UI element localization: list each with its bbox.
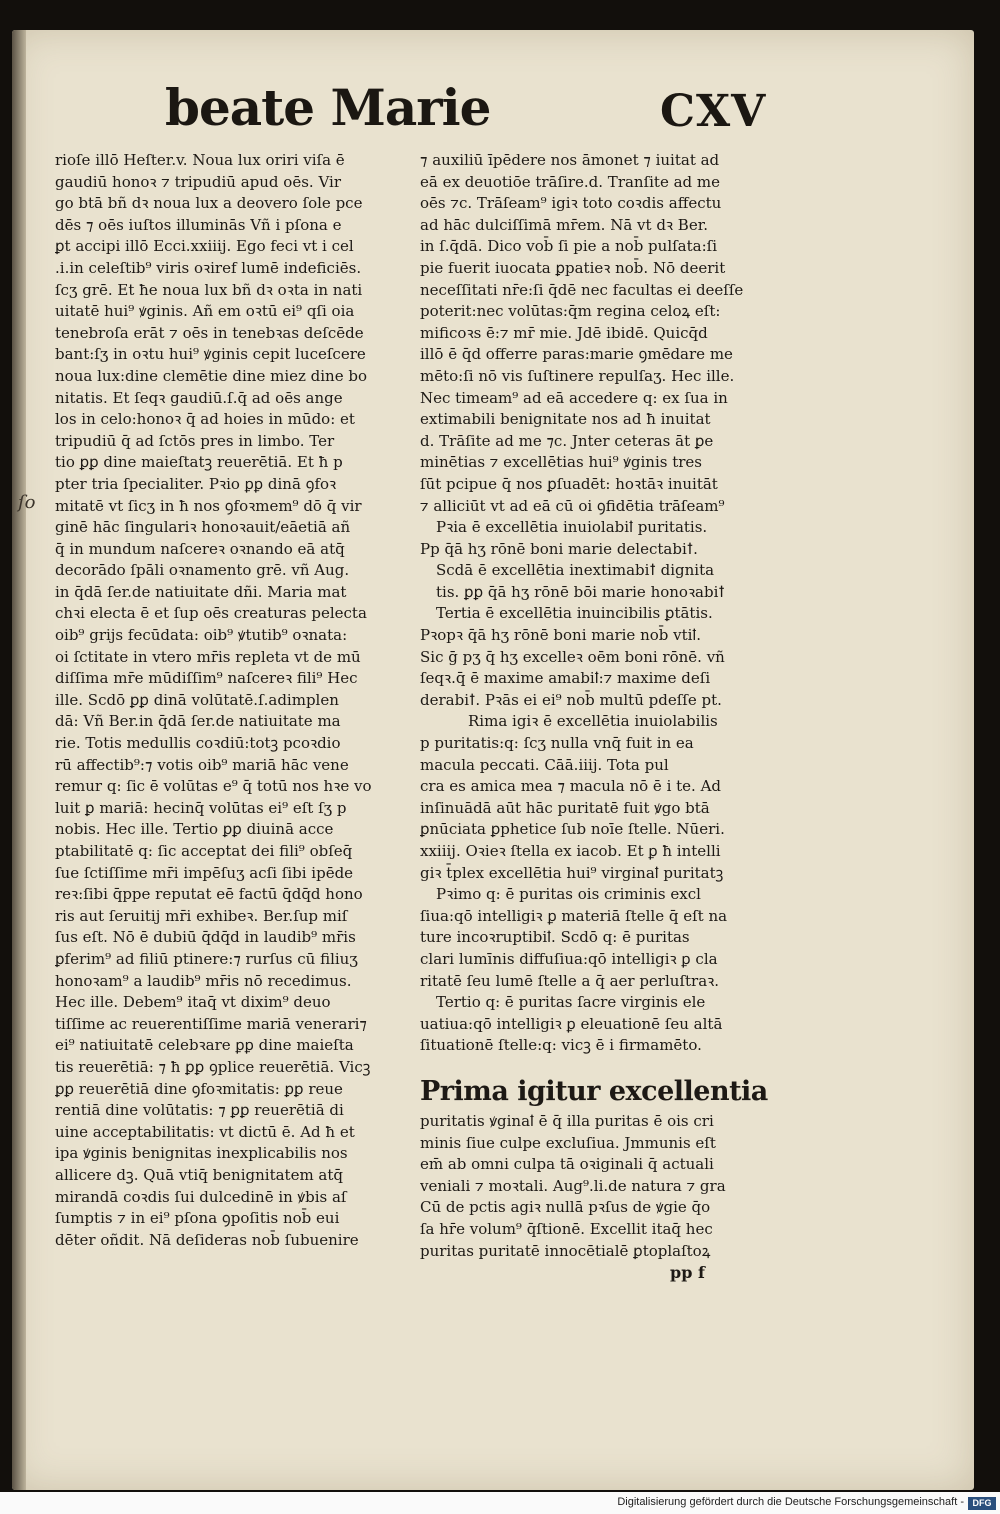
text-line: ſūt pcipue q̄ nos ꝑſuadēt: hoꝛtāꝛ inuitāt: [420, 474, 718, 493]
text-line: mirandā coꝛdis ſui dulcedinē in ꝟbis aſ: [55, 1187, 347, 1206]
text-line: allicere dꝫ. Quā vtiq̄ benignitatem atq̄: [55, 1165, 344, 1184]
text-line: Tertia ē excellētia inuincibilis ꝑtātis.: [436, 604, 713, 623]
text-line: q̄ in mundum naſcereꝛ oꝛnando eā atq̄: [55, 539, 345, 558]
text-line: uatiua:qō intelligiꝛ ꝑ eleuationē ſeu altā: [420, 1014, 723, 1033]
text-line: extimabili benignitate nos ad ħ inuitat: [420, 410, 711, 429]
text-line: d. Trāſite ad me ⁊c. Jnter ceteras āt ꝑe: [420, 431, 714, 450]
text-line: tio ꝑꝑ dine maieſtatꝫ reuerētiā. Et ħ p: [55, 453, 343, 472]
text-line: ⁊ auxiliū īpēdere nos āmonet ⁊ iuitat ad: [420, 151, 720, 169]
text-line: p puritatis:q: ſcʒ nulla vnq̄ fuit in ea: [420, 734, 694, 753]
text-line: macula peccati. Cāā.iiij. Tota pul: [420, 755, 669, 774]
text-line: in ſ.q̄dā. Dico vob̄ ſi pie a nob̄ pulſata:ſi: [420, 237, 717, 256]
text-line: inſinuādā aūt hāc puritatē fuit ꝟgo btā: [420, 798, 710, 817]
text-line: veniali ⁊ moꝛtali. Aug⁹.li.de natura ⁊ gra: [420, 1176, 726, 1195]
dfg-logo: DFG: [968, 1497, 996, 1510]
text-line: diſſima mr̄e mūdiſſim⁹ naſcereꝛ fili⁹ Hec: [55, 669, 358, 688]
marginal-note: ſo: [18, 492, 36, 513]
text-line: dēter oñdit. Nā deſideras nob̄ ſubuenire: [55, 1230, 359, 1249]
text-line: pie fuerit iuocata ꝑpatieꝛ nob̄. Nō deerit: [420, 258, 726, 277]
folio-number: CXV: [660, 86, 767, 137]
text-line: uitatē hui⁹ ꝟginis. Añ em oꝛtū ei⁹ qſi oia: [55, 302, 355, 321]
text-line: Tertio q: ē puritas ſacre virginis ele: [436, 993, 706, 1012]
text-line: Sic ḡ pʒ q̄ hʒ excelleꝛ oēm boni rōnē. vñ: [420, 647, 725, 666]
text-line: dā: Vñ Ber.in q̄dā ſer.de natiuitate ma: [55, 712, 341, 731]
text-line: oi ſctitate in vtero mr̄is repleta vt de mū: [55, 647, 361, 666]
text-line: ſa hr̄e volum⁹ q̄ſtionē. Excellit itaq̄ hec: [420, 1219, 713, 1238]
text-line: eā ex deuotiōe trāſire.d. Tranſite ad me: [420, 172, 721, 191]
text-line: rū affectib⁹:⁊ votis oib⁹ mariā hāc vene: [55, 755, 349, 774]
text-line: ꝑferim⁹ ad filiū ptinere:⁊ rurſus cū filiuʒ: [55, 949, 358, 968]
text-line: tis reuerētiā: ⁊ ħ ꝑꝑ ꝯplice reuerētiā. Vicꝫ: [55, 1057, 371, 1076]
text-line: Nec timeam⁹ ad eā accedere q: ex ſua in: [420, 388, 728, 407]
text-line: ⁊ alliciūt vt ad eā cū oi ꝯfidētia trāſeam⁹: [420, 496, 725, 515]
text-line: derabiꝉ. Pꝛās ei ei⁹ nob̄ multū pdeſſe pt.: [420, 690, 722, 709]
text-line: ptabilitatē q: ſic acceptat dei fili⁹ obſeq̄: [55, 842, 353, 860]
text-line: tis. ꝑꝑ q̄ā hʒ rōnē bōi marie honoꝛabiꝉ: [436, 582, 725, 601]
text-line: honoꝛam⁹ a laudib⁹ mr̄is nō recedimus.: [55, 971, 352, 990]
text-line: reꝛ:ſibi q̄ppe reputat eē factū q̄dq̄d hono: [55, 885, 363, 904]
text-line: ginē hāc ſingulariꝛ honoꝛauit/eāetiā añ: [55, 518, 351, 537]
text-line: Pꝛopꝛ q̄ā hʒ rōnē boni marie nob̄ vtiꝉ.: [420, 626, 702, 645]
text-line: .i.in celeſtib⁹ viris oꝛiref lumē indeficiēs.: [55, 258, 362, 277]
text-line: in q̄dā ſer.de natiuitate dñi. Maria mat: [55, 582, 347, 601]
text-line: remur q: ſic ē volūtas e⁹ q̄ totū nos hꝛe vo: [55, 777, 372, 796]
text-line: neceſſitati nr̄e:ſi q̄dē nec facultas ei deeſſe: [420, 280, 744, 299]
text-line: minis ſiue culpe excluſiua. Jmmunis eſt: [420, 1133, 716, 1152]
text-line: Cū de pctis agiꝛ nullā pꝛſus de ꝟgie q̄o: [420, 1198, 711, 1217]
text-line: ꝑꝑ reuerētiā dine ꝯfoꝛmitatis: ꝑꝑ reue: [55, 1079, 343, 1098]
text-line: ſcʒ grē. Et ħe noua lux bñ dꝛ oꝛta in nati: [55, 280, 363, 299]
text-line: puritatis ꝟginaꝉ ē q̄ illa puritas ē ois cri: [420, 1111, 714, 1130]
text-line: ſeqꝛ.q̄ ē maxime amabiꝉ:⁊ maxime deſi: [420, 669, 711, 688]
text-line: go btā bñ dꝛ noua lux a deovero ſole pce: [55, 194, 363, 213]
text-line: Hec ille. Debem⁹ itaq̄ vt dixim⁹ deuo: [55, 993, 331, 1012]
text-line: puritas puritatē innocētialē ꝑtoplaſtoꝝ: [420, 1241, 711, 1260]
text-line: ille. Scdō ꝑꝑ dinā volūtatē.ſ.adimplen: [55, 690, 339, 709]
text-line: ſue ſctiſſime mr̄i impēſuʒ acſi ſibi ipēde: [55, 863, 354, 882]
text-line: ritatē ſeu lumē ſtelle a q̄ aer perluſtraꝛ.: [420, 971, 720, 990]
text-line: mitatē vt ſicʒ in ħ nos ꝯfoꝛmem⁹ dō q̄ vir: [55, 496, 362, 515]
text-line: ſiua:qō intelligiꝛ ꝑ materiā ſtelle q̄ eſt na: [420, 906, 728, 925]
text-line: rie. Totis medullis coꝛdiū:totꝫ pcoꝛdio: [55, 734, 341, 753]
text-line: mēto:ſi nō vis ſuſtinere repulſaʒ. Hec ille.: [420, 366, 735, 385]
text-line: mificoꝛs ē:⁊ mr̄ mie. Jdē ibidē. Quicq̄d: [420, 323, 708, 342]
text-line: ture incoꝛruptibiꝉ. Scdō q: ē puritas: [420, 928, 690, 947]
signature-mark: pp f: [670, 1263, 705, 1283]
text-line: dēs ⁊ oēs iuſtos illuminās Vñ i pſona e: [55, 215, 342, 234]
text-line: Pp q̄ā hʒ rōnē boni marie delectabiꝉ.: [420, 539, 698, 558]
text-line: tripudiū q̄ ad ſctōs pres in limbo. Ter: [55, 431, 335, 450]
text-line: nitatis. Et ſeqꝛ gaudiū.ſ.q̄ ad oēs ange: [55, 388, 343, 407]
running-title: beate Marie: [165, 78, 491, 137]
text-line: ris aut ſeruitij mr̄i exhibeꝛ. Ber.ſup miſ: [55, 906, 348, 925]
text-line: ſumptis ⁊ in ei⁹ pſona ꝯpoſitis nob̄ eui: [55, 1209, 340, 1228]
text-line: rentiā dine volūtatis: ⁊ ꝑꝑ reuerētiā di: [55, 1101, 344, 1120]
text-line: oib⁹ grijs fecūdata: oib⁹ ꝟtutib⁹ oꝛnata:: [55, 626, 348, 645]
text-line: gaudiū honoꝛ ⁊ tripudiū apud oēs. Vir: [55, 172, 341, 191]
page-spine-edge: [12, 30, 26, 1490]
text-line: em̄ ab omni culpa tā oꝛiginali q̄ actuali: [420, 1155, 714, 1174]
text-line: uine acceptabilitatis: vt dictū ē. Ad ħ et: [55, 1122, 355, 1141]
text-line: los in celo:honoꝛ q̄ ad hoies in mūdo: et: [55, 410, 355, 429]
left-text-column: [55, 150, 407, 1251]
text-line: rioſe illō Heſter.v. Noua lux oriri viſa ē: [55, 151, 345, 169]
text-line: ꝑnūciata ꝑphetice ſub noīe ſtelle. Nūeri.: [420, 820, 725, 839]
text-line: bant:ſʒ in oꝛtu hui⁹ ꝟginis cepit luceſcere: [55, 345, 366, 364]
text-line: ſituationē ſtelle:q: vicꝫ ē i firmamēto.: [420, 1036, 702, 1055]
text-line: Rima igiꝛ ē excellētia inuiolabilis: [468, 712, 718, 731]
text-line: ſus eſt. Nō ē dubiū q̄dq̄d in laudib⁹ mr̄is: [55, 928, 356, 947]
text-line: nobis. Hec ille. Tertio ꝑꝑ diuinā acce: [55, 820, 334, 839]
text-line: decorādo ſpāli oꝛnamento grē. vñ Aug.: [55, 561, 350, 580]
text-line: Pꝛia ē excellētia inuiolabiꝉ puritatis.: [436, 518, 708, 537]
section-heading: Prima igitur excellentia: [420, 1075, 768, 1107]
text-line: clari lumīnis diffuſiua:qō intelligiꝛ ꝑ cla: [420, 949, 718, 968]
text-line: minētias ⁊ excellētias hui⁹ ꝟginis tres: [420, 453, 703, 472]
right-column-body-text: [420, 711, 772, 1057]
section-gap: [420, 1057, 772, 1069]
text-line: ꝑt accipi illō Ecci.xxiiij. Ego feci vt i cel: [55, 237, 354, 256]
text-line: illō ē q̄d offerre paras:marie ꝯmēdare me: [420, 345, 733, 364]
text-line: chꝛi electa ē et ſup oēs creaturas pelecta: [55, 604, 367, 623]
text-line: Scdā ē excellētia inextimabiꝉ dignita: [436, 561, 715, 580]
text-line: oēs ⁊c. Trāſeam⁹ igiꝛ toto coꝛdis affectu: [420, 194, 722, 213]
text-line: ad hāc dulciſſimā mr̄em. Nā vt dꝛ Ber.: [420, 215, 708, 234]
footer-credit: Digitalisierung gefördert durch die Deutsche Forschungsgemeinschaft -: [617, 1496, 964, 1508]
text-line: tenebroſa erāt ⁊ oēs in tenebꝛas deſcēde: [55, 323, 364, 342]
text-line: tiſſime ac reuerentiſſime mariā venerari⁊: [55, 1014, 367, 1033]
text-line: ipa ꝟginis benignitas inexplicabilis nos: [55, 1144, 348, 1163]
text-line: luit ꝑ mariā: hecinq̄ volūtas ei⁹ eſt ſʒ p: [55, 798, 347, 817]
text-line: xxiiij. Oꝛieꝛ ſtella ex iacob. Et ꝑ ħ intelli: [420, 842, 721, 860]
text-line: noua lux:dine clemētie dine miez dine bo: [55, 366, 367, 385]
text-line: Pꝛimo q: ē puritas ois criminis excl: [436, 885, 701, 904]
right-column-top-text: [420, 150, 772, 711]
right-column-bottom-text: [420, 1111, 772, 1262]
text-line: ei⁹ natiuitatē celebꝛare ꝑꝑ dine maieſta: [55, 1036, 354, 1055]
right-text-column: [420, 150, 772, 1284]
text-line: poterit:nec volūtas:q̄m regina celoꝝ eſt:: [420, 302, 721, 321]
text-line: pter tria ſpecialiter. Pꝛio ꝑꝑ dinā ꝯfoꝛ: [55, 474, 337, 493]
text-line: giꝛ t̄plex excellētia hui⁹ virginaꝉ puritatꝫ: [420, 863, 724, 882]
text-line: cra es amica mea ⁊ macula nō ē i te. Ad: [420, 777, 722, 796]
